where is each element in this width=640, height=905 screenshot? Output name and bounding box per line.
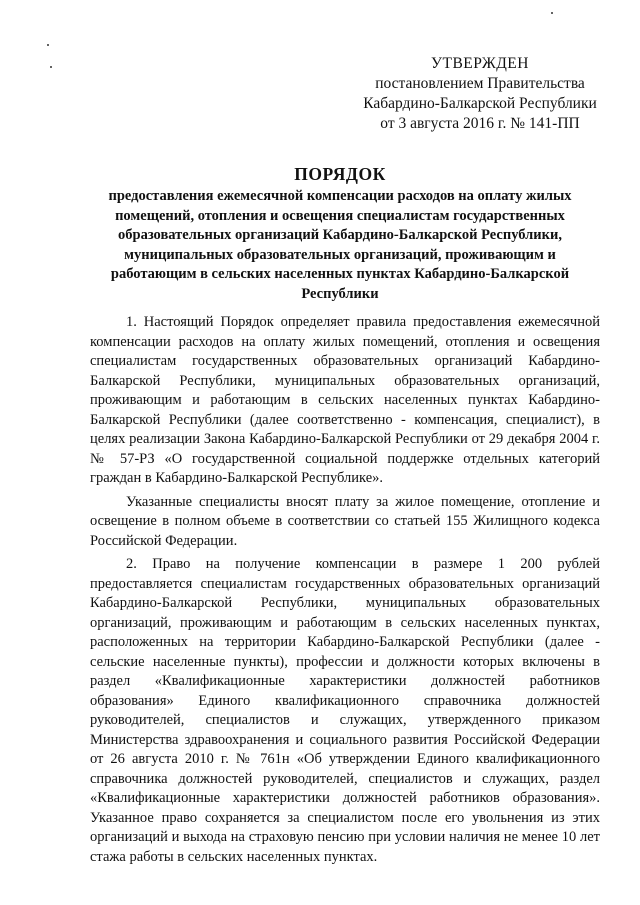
paragraph: Указанные специалисты вносят плату за жилое помещение, отопление и освещение в полном объеме в соответствии со статьей 155 Жилищного кодекса Российской Федерации. (90, 493, 600, 549)
document-title (80, 163, 600, 304)
scan-speck (551, 12, 553, 14)
scan-speck (47, 44, 49, 46)
title-heading: ПОРЯДОК (294, 164, 386, 184)
approval-heading: УТВЕРЖДЕН (431, 55, 529, 72)
approval-line: постановлением Правительства (375, 75, 585, 92)
approval-stamp (360, 54, 600, 134)
approval-line: Кабардино-Балкарской Республики (363, 95, 597, 112)
paragraph: 1. Настоящий Порядок определяет правила предоставления ежемесячной компенсации расходов на оплату жилых помещений, отопления и освещения специалистам государственных образовательных организаций Кабардино-Балкарской Республики, муниципальных образовательных организаций, проживающим и работающим в сельских населенных пунктах Кабардино-Балкарской Республики (далее соответственно - компенсация, специалист), в целях реализации Закона Кабардино-Балкарской Республики от 29 декабря 2004 г. № 57-РЗ «О государственной социальной поддержке отдельных категорий граждан в Кабардино-Балкарской Республике». (90, 314, 600, 486)
document-body (90, 313, 600, 871)
paragraph: 2. Право на получение компенсации в размере 1 200 рублей предоставляется специалистам государственных образовательных организаций Кабардино-Балкарской Республики, муниципальных образовательных организаций, проживающим и работающим в сельских населенных пунктах, расположенных на территории Кабардино-Балкарской Республики (далее - сельские населенные пункты), профессии и должности которых включены в раздел «Квалификационные характеристики должностей работников образования» Единого квалификационного справочника должностей руководителей, специалистов и служащих, утвержденного приказом Министерства здравоохранения и социального развития Российской Федерации от 26 августа 2010 г. № 761н «Об утверждении Единого квалификационного справочника должностей руководителей, специалистов и служащих, раздел «Квалификационные характеристики должностей работников образования». Указанное право сохраняется за специалистом после его увольнения из этих организаций и выхода на страховую пенсию при условии наличия не менее 10 лет стажа работы в сельских населенных пунктах. (90, 556, 600, 865)
title-subtitle: предоставления ежемесячной компенсации расходов на оплату жилых помещений, отопления и освещения специалистам государственных образовательных организаций Кабардино-Балкарской Республики, муниципальных образовательных организаций, проживающим и работающим в сельских населенных пунктах Кабардино-Балкарской Республики (108, 188, 572, 302)
approval-date: от 3 августа 2016 г. № 141-ПП (380, 115, 580, 132)
scan-speck (50, 66, 52, 68)
